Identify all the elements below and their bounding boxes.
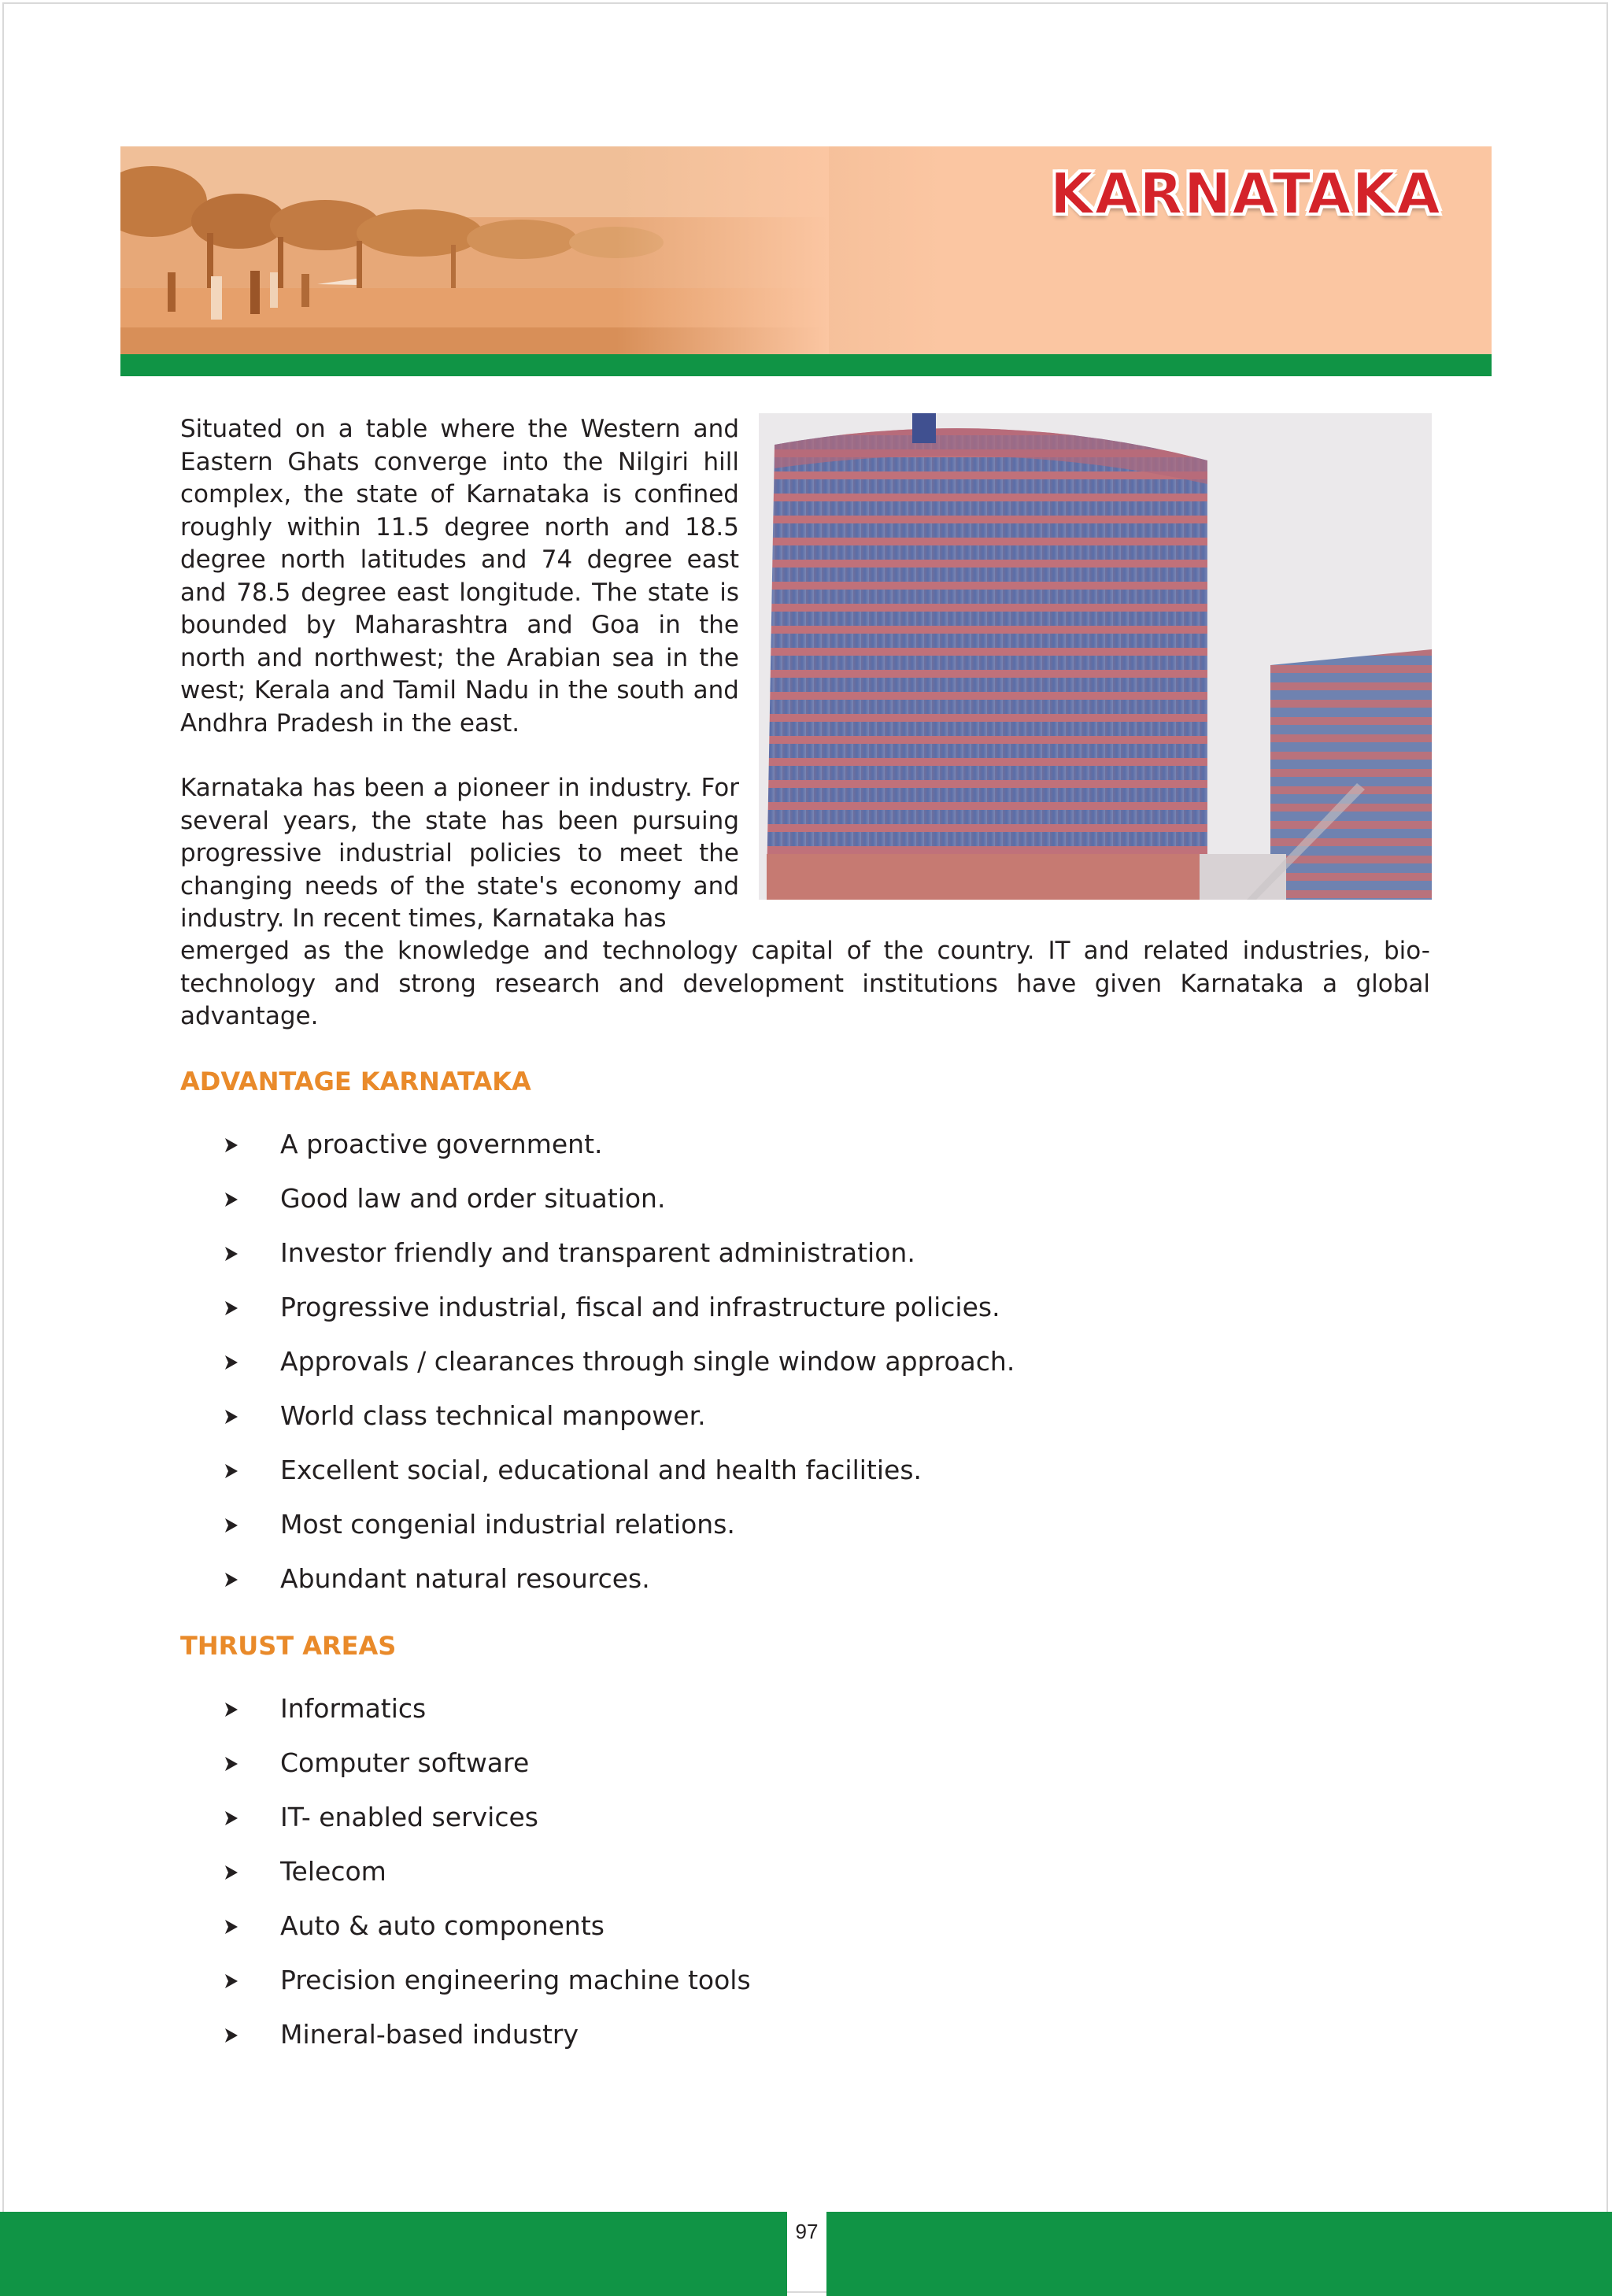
triangle-arrow-icon: [225, 1811, 238, 1825]
glass-tower-image: [759, 413, 1432, 900]
banner-green-stripe: [120, 354, 1492, 376]
list-item-text: IT- enabled services: [280, 1802, 538, 1832]
triangle-arrow-icon: [225, 2028, 238, 2043]
list-item-text: Excellent social, educational and health facilities.: [280, 1455, 922, 1485]
advantage-heading: ADVANTAGE KARNATAKA: [180, 1067, 531, 1096]
list-item-text: Most congenial industrial relations.: [280, 1509, 735, 1540]
triangle-arrow-icon: [225, 1757, 238, 1771]
list-item-text: Good law and order situation.: [280, 1183, 666, 1214]
triangle-arrow-icon: [225, 1410, 238, 1424]
triangle-arrow-icon: [225, 1464, 238, 1478]
list-item-text: Precision engineering machine tools: [280, 1965, 751, 1995]
footer-bar-right: [826, 2212, 1612, 2296]
list-item-text: A proactive government.: [280, 1129, 603, 1159]
triangle-arrow-icon: [225, 1974, 238, 1988]
intro-paragraph-2-part-2: emerged as the knowledge and technology capital of the country. IT and related industries, bio-technology and strong research and development institutions have given Karnataka a global advantage.: [180, 937, 1430, 1030]
list-item-text: Telecom: [280, 1856, 386, 1887]
triangle-arrow-icon: [225, 1247, 238, 1261]
triangle-arrow-icon: [225, 1138, 238, 1152]
page-number: 97: [795, 2220, 819, 2243]
triangle-arrow-icon: [225, 1301, 238, 1315]
triangle-arrow-icon: [225, 1573, 238, 1587]
page-title: KARNATAKA: [1049, 161, 1441, 227]
triangle-arrow-icon: [225, 1192, 238, 1207]
list-item-text: World class technical manpower.: [280, 1400, 706, 1431]
list-item-text: Abundant natural resources.: [280, 1563, 650, 1594]
list-item-text: Mineral-based industry: [280, 2019, 579, 2050]
list-item-text: Progressive industrial, fiscal and infrastructure policies.: [280, 1292, 1000, 1322]
triangle-arrow-icon: [225, 1703, 238, 1717]
header-banner: [120, 146, 1492, 354]
triangle-arrow-icon: [225, 1920, 238, 1934]
list-item-text: Investor friendly and transparent administration.: [280, 1237, 915, 1268]
list-item-text: Computer software: [280, 1747, 530, 1778]
triangle-arrow-icon: [225, 1355, 238, 1370]
triangle-arrow-icon: [225, 1865, 238, 1880]
banner-landscape-image: [120, 146, 829, 354]
footer-bar-left: [0, 2212, 787, 2296]
list-item-text: Informatics: [280, 1693, 427, 1724]
intro-paragraph-2-part-1: Karnataka has been a pioneer in industry. For several years, the state has been pursuing progressive industrial policies to meet the changing needs of the state's economy and industry. In recent times, Karnataka has: [180, 774, 739, 933]
intro-paragraph-1: Situated on a table where the Western and Eastern Ghats converge into the Nilgiri hill complex, the state of Karnataka is confined roughly within 11.5 degree north and 18.5 degree north latitudes and 74 degree east and 78.5 degree east longitude. The state is bounded by Maharashtra and Goa in the north and northwest; the Arabian sea in the west; Kerala and Tamil Nadu in the south and Andhra Pradesh in the east.: [180, 415, 739, 738]
thrust-heading: THRUST AREAS: [180, 1631, 397, 1661]
building-photo: [759, 413, 1432, 900]
list-item-text: Auto & auto components: [280, 1910, 604, 1941]
triangle-arrow-icon: [225, 1518, 238, 1533]
list-item-text: Approvals / clearances through single window approach.: [280, 1346, 1015, 1377]
